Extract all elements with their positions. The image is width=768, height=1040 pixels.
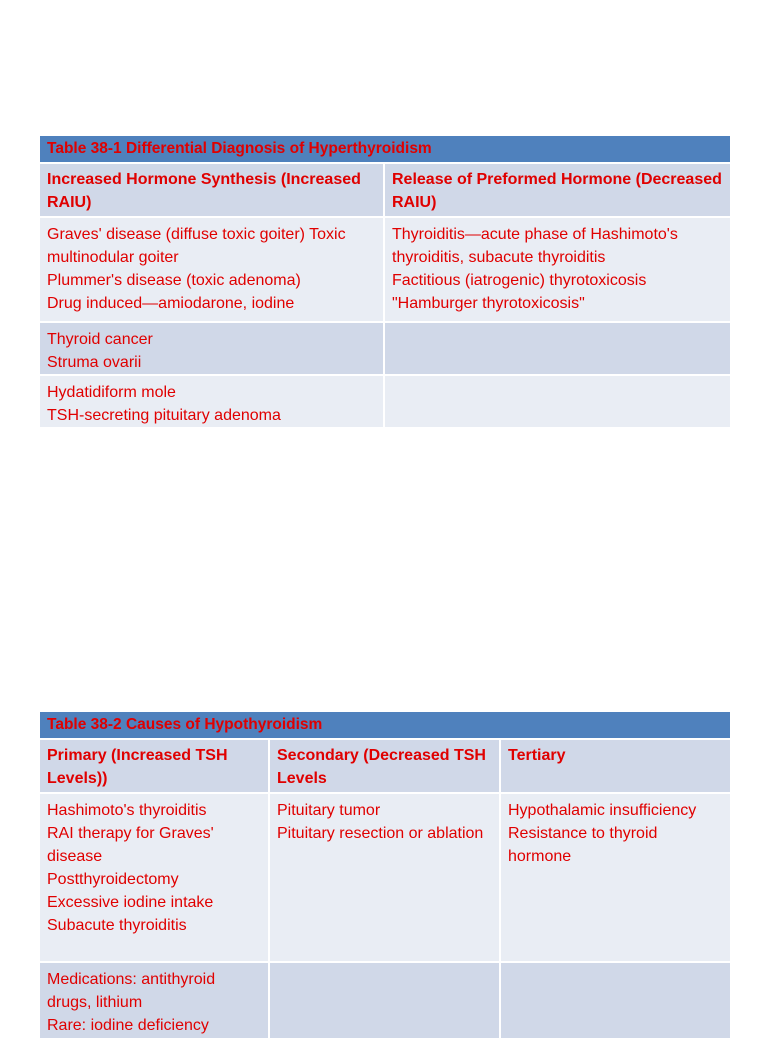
cell-line: Hydatidiform mole — [47, 384, 176, 401]
cell-line: TSH-secreting pituitary adenoma — [47, 407, 281, 424]
cell-line: Excessive iodine intake — [47, 894, 214, 911]
empty-cell — [384, 322, 731, 375]
column-header-primary: Primary (Increased TSH Levels)) — [39, 739, 269, 793]
table-cell — [39, 793, 269, 962]
cell-line: Hypothalamic insufficiency — [508, 802, 697, 819]
table-header-row — [39, 739, 731, 793]
table-row — [39, 793, 731, 962]
cell-line: Resistance to thyroid hormone — [508, 825, 658, 865]
table-cell — [269, 793, 500, 962]
hypothyroidism-table — [38, 710, 732, 1040]
empty-cell — [384, 375, 731, 428]
table-row — [39, 322, 731, 375]
table-title: Table 38-2 Causes of Hypothyroidism — [39, 711, 731, 739]
cell-line: Factitious (iatrogenic) thyrotoxicosis — [392, 272, 647, 289]
table-row — [39, 962, 731, 1039]
cell-line: Pituitary resection or ablation — [277, 825, 484, 842]
cell-line: Postthyroidectomy — [47, 871, 179, 888]
table-cell — [384, 217, 731, 322]
table-header-row — [39, 163, 731, 217]
column-header-secondary: Secondary (Decreased TSH Levels — [269, 739, 500, 793]
table-row — [39, 375, 731, 428]
empty-cell — [269, 962, 500, 1039]
cell-line: Drug induced—amiodarone, iodine — [47, 295, 295, 312]
table-cell — [39, 217, 384, 322]
cell-line: Thyroid cancer — [47, 331, 153, 348]
table-title: Table 38-1 Differential Diagnosis of Hyperthyroidism — [39, 135, 731, 163]
cell-line: RAI therapy for Graves' disease — [47, 825, 214, 865]
table-title-row — [39, 135, 731, 163]
cell-line: Struma ovarii — [47, 354, 142, 371]
table-title-row — [39, 711, 731, 739]
cell-line: Rare: iodine deficiency — [47, 1017, 209, 1034]
table-cell — [39, 962, 269, 1039]
cell-line: Medications: antithyroid drugs, lithium — [47, 971, 216, 1011]
column-header-preformed-hormone: Release of Preformed Hormone (Decreased RAIU) — [384, 163, 731, 217]
table-cell — [39, 375, 384, 428]
cell-line: Thyroiditis—acute phase of Hashimoto's thyroiditis, subacute thyroiditis — [392, 226, 678, 266]
table-cell — [500, 793, 731, 962]
column-header-increased-synthesis: Increased Hormone Synthesis (Increased RAIU) — [39, 163, 384, 217]
hyperthyroidism-table — [38, 134, 732, 429]
table-cell — [39, 322, 384, 375]
cell-line: Pituitary tumor — [277, 802, 381, 819]
cell-line: "Hamburger thyrotoxicosis" — [392, 295, 585, 312]
cell-line: Graves' disease (diffuse toxic goiter) Toxic multinodular goiter — [47, 226, 346, 266]
table-row — [39, 217, 731, 322]
column-header-tertiary: Tertiary — [500, 739, 731, 793]
cell-line: Plummer's disease (toxic adenoma) — [47, 272, 301, 289]
cell-line: Subacute thyroiditis — [47, 917, 187, 934]
empty-cell — [500, 962, 731, 1039]
cell-line: Hashimoto's thyroiditis — [47, 802, 207, 819]
